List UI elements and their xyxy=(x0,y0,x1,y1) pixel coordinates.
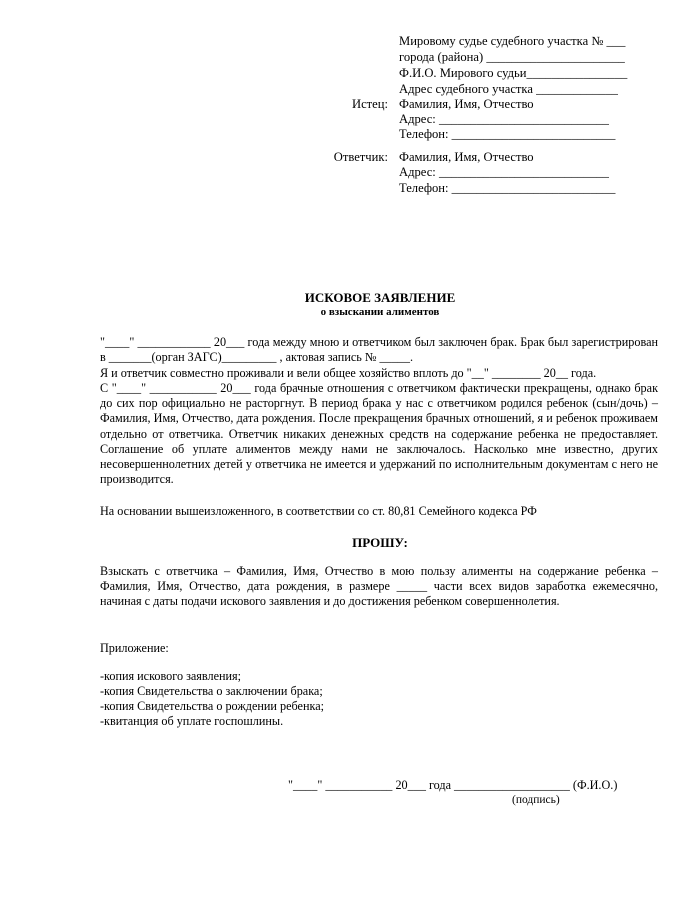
addressee-line-3: Ф.И.О. Мирового судьи________________ xyxy=(399,66,628,80)
document-subtitle: о взыскании алиментов xyxy=(320,306,440,318)
defendant-label: Ответчик: xyxy=(333,150,388,164)
document-title: ИСКОВОЕ ЗАЯВЛЕНИЕ xyxy=(304,290,456,305)
signature-caption: (подпись) xyxy=(512,794,560,806)
paragraph-marriage: "____" ____________ 20___ года между мною и ответчиком был заключен брак. Брак был зарегистрирован в _______(орган ЗАГС)_________ , актовая запись № _____. xyxy=(100,335,658,365)
addressee-line-4: Адрес судебного участка _____________ xyxy=(399,82,618,96)
plaintiff-name: Фамилия, Имя, Отчество xyxy=(399,97,534,111)
attachment-item: -квитанция об уплате госпошлины. xyxy=(100,714,284,728)
attachments-heading: Приложение: xyxy=(100,641,169,655)
paragraph-request: Взыскать с ответчика – Фамилия, Имя, Отчество в мою пользу алименты на содержание ребенка – Фамилия, Имя, Отчество, дата рождения, в размере _____ части всех видов заработка ежемесячно, начиная с даты подачи искового заявления и до достижения ребенком совершеннолетия. xyxy=(100,564,658,609)
paragraph-legal-basis: На основании вышеизложенного, в соответствии со ст. 80,81 Семейного кодекса РФ xyxy=(100,504,537,518)
defendant-phone: Телефон: __________________________ xyxy=(399,181,616,195)
signature-line: "____" ___________ 20___ года ___________________ (Ф.И.О.) xyxy=(288,778,618,792)
plaintiff-phone: Телефон: __________________________ xyxy=(399,127,616,141)
addressee-line-2: города (района) ______________________ xyxy=(399,50,625,64)
paragraph-cohabitation: Я и ответчик совместно проживали и вели общее хозяйство вплоть до "__" ________ 20__ года. xyxy=(100,366,597,380)
addressee-line-1: Мировому судье судебного участка № ___ xyxy=(399,34,626,48)
plaintiff-label: Истец: xyxy=(351,97,388,111)
request-heading: ПРОШУ: xyxy=(352,535,408,550)
paragraph-circumstances: С "____" ___________ 20___ года брачные отношения с ответчиком фактически прекращены, однако брак до сих пор официально не расторгнут. В период брака у нас с ответчиком родился ребенок (сын/дочь) – Фамилия, Имя, Отчество, дата рождения. После прекращения брачных отношений, я и ребенок проживаем отдельно от ответчика. Ответчик никаких денежных средств на содержание ребенка не предоставляет. Соглашение об уплате алиментов между нами не заключалось. Насколько мне известно, других несовершеннолетних детей у ответчика не имеется и удержаний по исполнительным документам с него не производится. xyxy=(100,381,658,487)
defendant-name: Фамилия, Имя, Отчество xyxy=(399,150,534,164)
attachment-item: -копия Свидетельства о заключении брака; xyxy=(100,684,323,698)
plaintiff-address: Адрес: ___________________________ xyxy=(399,112,609,126)
attachment-item: -копия Свидетельства о рождении ребенка; xyxy=(100,699,325,713)
attachment-item: -копия искового заявления; xyxy=(100,669,242,683)
defendant-address: Адрес: ___________________________ xyxy=(399,165,609,179)
